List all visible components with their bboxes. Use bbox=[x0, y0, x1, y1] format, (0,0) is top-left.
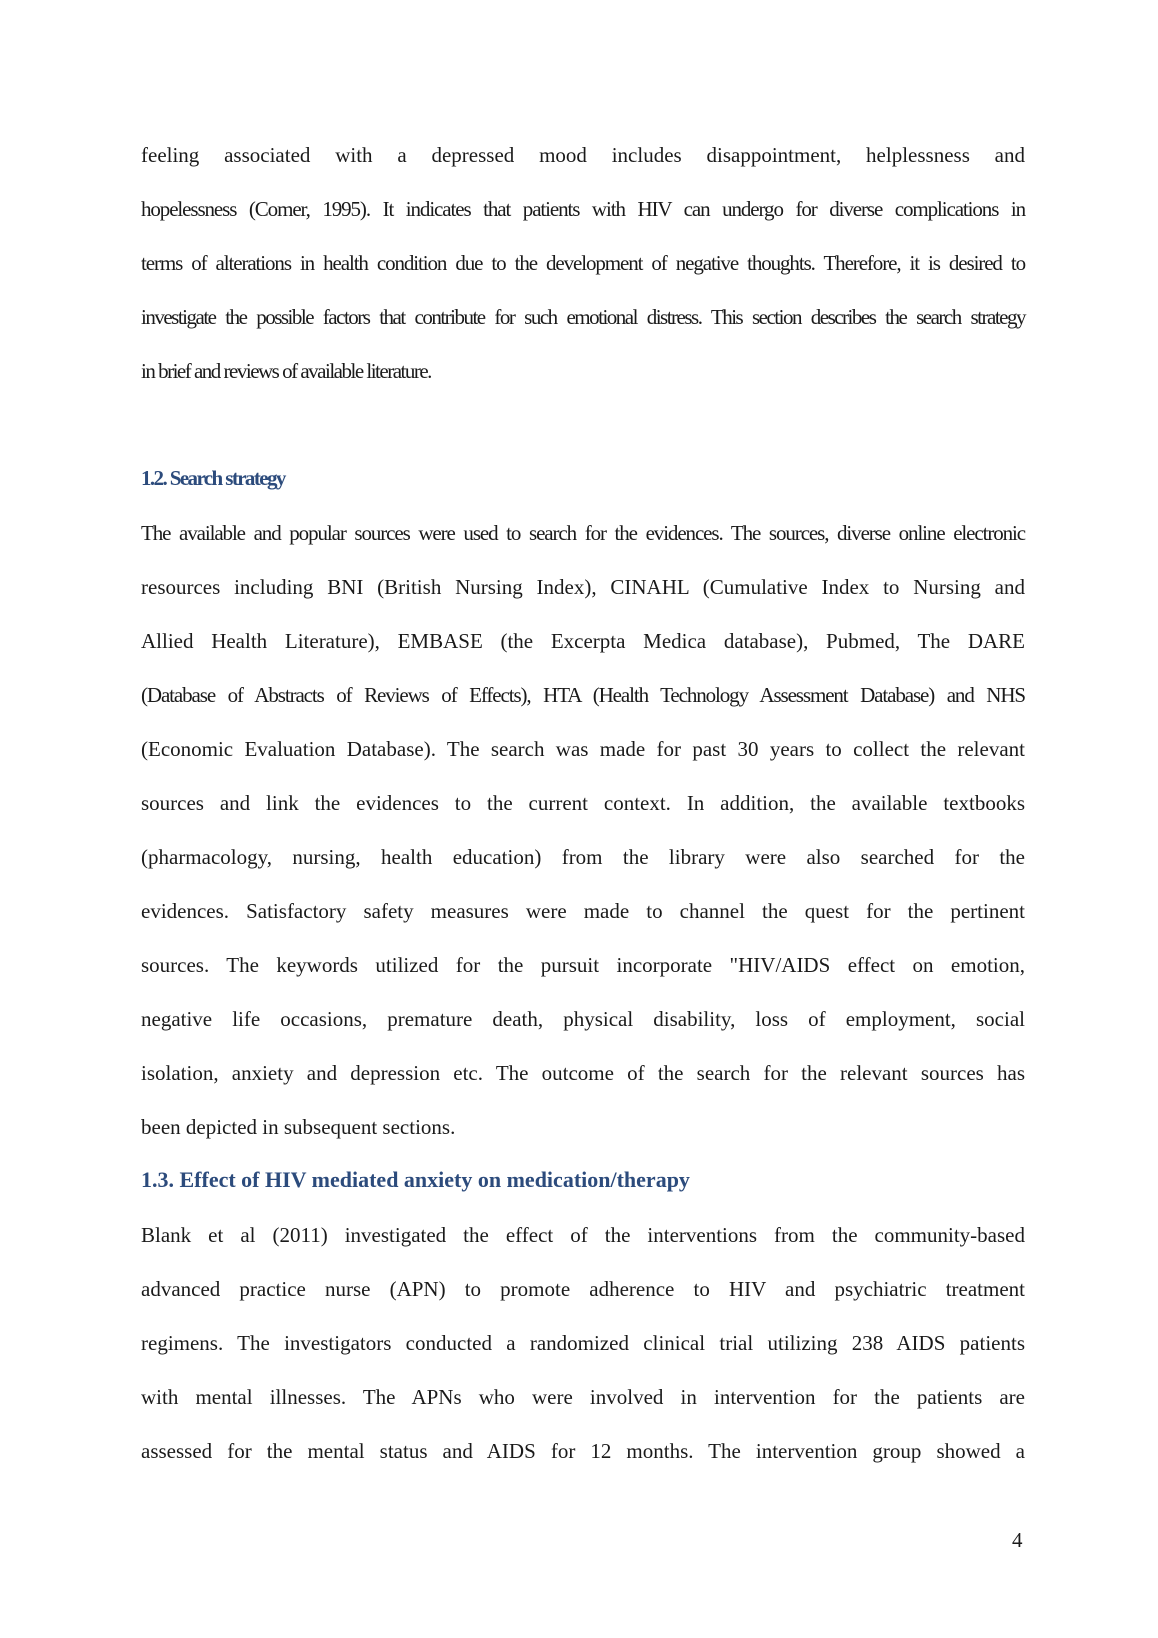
text-line: feeling associated with a depressed mood includes disappointment, helplessness and bbox=[141, 143, 1025, 167]
text-line: regimens. The investigators conducted a randomized clinical trial utilizing 238 AIDS patients bbox=[141, 1331, 1025, 1355]
text-line: (Economic Evaluation Database). The search was made for past 30 years to collect the relevant bbox=[141, 737, 1025, 761]
section-heading-hiv-anxiety-effect: 1.3. Effect of HIV mediated anxiety on medication/therapy bbox=[141, 1167, 690, 1192]
text-line: The available and popular sources were used to search for the evidences. The sources, diverse online electronic bbox=[141, 521, 1025, 545]
text-line: negative life occasions, premature death, physical disability, loss of employment, social bbox=[141, 1007, 1025, 1031]
text-line: evidences. Satisfactory safety measures were made to channel the quest for the pertinent bbox=[141, 899, 1025, 923]
text-line: isolation, anxiety and depression etc. The outcome of the search for the relevant sources has bbox=[141, 1061, 1025, 1085]
text-line: (Database of Abstracts of Reviews of Effects), HTA (Health Technology Assessment Database) and NHS bbox=[141, 683, 1025, 707]
text-line: sources. The keywords utilized for the pursuit incorporate "HIV/AIDS effect on emotion, bbox=[141, 953, 1025, 977]
text-line: terms of alterations in health condition due to the development of negative thoughts. Therefore, it is desired to bbox=[141, 251, 1025, 275]
text-line: been depicted in subsequent sections. bbox=[141, 1115, 456, 1139]
text-line: investigate the possible factors that contribute for such emotional distress. This section describes the search strategy bbox=[141, 305, 1025, 329]
text-line: sources and link the evidences to the current context. In addition, the available textbooks bbox=[141, 791, 1025, 815]
text-line: hopelessness (Comer, 1995). It indicates that patients with HIV can undergo for diverse complications in bbox=[141, 197, 1025, 221]
text-line: Allied Health Literature), EMBASE (the Excerpta Medica database), Pubmed, The DARE bbox=[141, 629, 1025, 653]
text-line: advanced practice nurse (APN) to promote adherence to HIV and psychiatric treatment bbox=[141, 1277, 1025, 1301]
text-line: with mental illnesses. The APNs who were involved in intervention for the patients are bbox=[141, 1385, 1025, 1409]
text-line: assessed for the mental status and AIDS for 12 months. The intervention group showed a bbox=[141, 1439, 1025, 1463]
page-number: 4 bbox=[1012, 1528, 1023, 1552]
text-line: resources including BNI (British Nursing Index), CINAHL (Cumulative Index to Nursing and bbox=[141, 575, 1025, 599]
text-line: (pharmacology, nursing, health education) from the library were also searched for the bbox=[141, 845, 1025, 869]
section-heading-search-strategy: 1.2. Search strategy bbox=[141, 466, 285, 490]
text-line: Blank et al (2011) investigated the effect of the interventions from the community-based bbox=[141, 1223, 1025, 1247]
text-line: in brief and reviews of available literature. bbox=[141, 359, 431, 383]
